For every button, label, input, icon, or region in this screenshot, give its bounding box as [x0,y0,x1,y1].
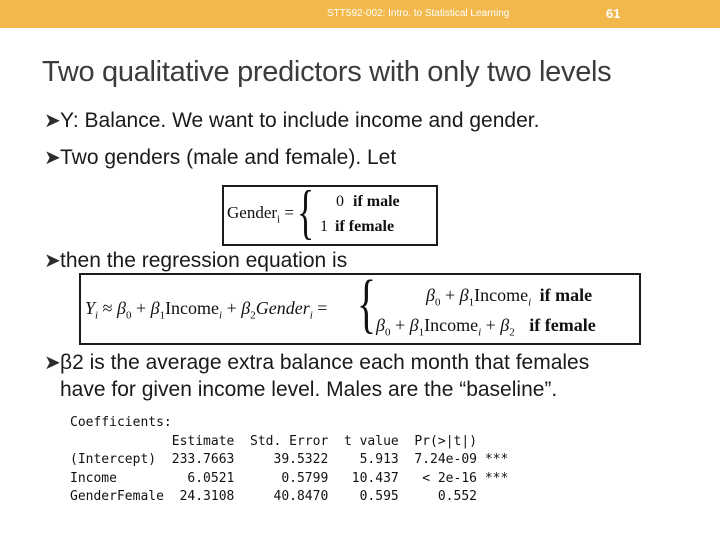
sub-2: 2 [509,326,515,339]
sub-1: 1 [418,326,425,339]
beta-symbol: β [116,298,126,318]
beta-symbol: β [500,315,510,335]
column-header: Estimate [163,433,243,449]
bullet-text: have for given income level. Males are the “baseline”. [60,378,558,401]
sub-0: 0 [125,309,132,322]
beta-symbol: β [241,298,251,318]
plus-sign: + [394,315,406,335]
eq-equals: = [284,203,294,222]
beta-symbol: β [459,285,469,305]
case-1-condition: if male [353,193,400,210]
sub-i: i [478,326,482,339]
sub-1: 1 [159,309,166,322]
income-term: Income [424,315,479,335]
plus-sign: + [226,298,237,318]
eq-lhs: Gender [227,203,278,222]
bullet-text: then the regression equation is [60,249,348,272]
case-2-condition: if female [335,218,395,235]
plus-sign: + [135,298,147,318]
beta-symbol: β [409,315,419,335]
gender-term: Gender [255,298,310,318]
bullet-beta2 [44,350,589,375]
bullet-beta2-continued [60,378,557,402]
bullet-text: Y: Balance. We want to include income and gender. [60,109,540,132]
column-header: Pr(>|t|) [406,433,478,449]
sub-2: 2 [250,309,256,322]
beta-symbol: β [376,315,385,335]
column-header: t value [336,433,407,449]
coefficients-title: Coefficients: [70,415,172,430]
table-row: (Intercept) 233.7663 39.5322 5.913 7.24e-09 *** [70,452,509,467]
case-male-expression [426,285,592,309]
regression-equation [79,267,641,345]
arrow-bullet-icon: ➤ [44,250,61,272]
sub-i: i [219,309,223,322]
sub-0: 0 [384,326,391,339]
equals-sign: = [317,298,328,318]
bullet-text: Two genders (male and female). Let [60,146,397,169]
table-row: Income 6.0521 0.5799 10.437 < 2e-16 *** [70,470,509,486]
bullet-text: β2 is the average extra balance each month that females [60,351,590,374]
case-1-value: 0 [336,193,344,210]
income-term: Income [165,298,220,318]
case-2-value: 1 [320,218,328,235]
gender-equation [222,179,438,246]
arrow-bullet-icon: ➤ [44,110,61,132]
sub-i: i [95,309,99,322]
response-y: Y [85,298,96,318]
case-female-condition: if female [529,315,596,335]
arrow-bullet-icon: ➤ [44,147,61,169]
sub-0: 0 [434,296,441,309]
table-row: GenderFemale 24.3108 40.8470 0.595 0.552 [70,489,477,504]
left-brace: { [357,267,377,340]
sub-i: i [309,309,313,322]
left-brace: { [297,179,315,245]
case-female-expression [376,315,596,339]
bullet-response [44,108,539,133]
sub-i: i [528,296,532,309]
column-header: Std. Error [242,433,337,449]
slide-title: Two qualitative predictors with only two levels [42,56,612,88]
plus-sign: + [444,285,456,305]
coefficients-table [70,414,508,507]
beta-symbol: β [150,298,160,318]
page-number: 61 [606,6,621,21]
eq-sub: i [277,213,281,226]
income-term: Income [474,285,529,305]
plus-sign: + [485,315,496,335]
bullet-genders [44,145,396,170]
beta-symbol: β [426,285,435,305]
arrow-bullet-icon: ➤ [44,352,61,374]
sub-1: 1 [468,296,475,309]
bullet-regression [44,248,347,273]
approx-sign: ≈ [102,298,113,318]
course-title: STT592-002: Intro. to Statistical Learning [327,8,510,19]
case-male-condition: if male [539,285,593,305]
